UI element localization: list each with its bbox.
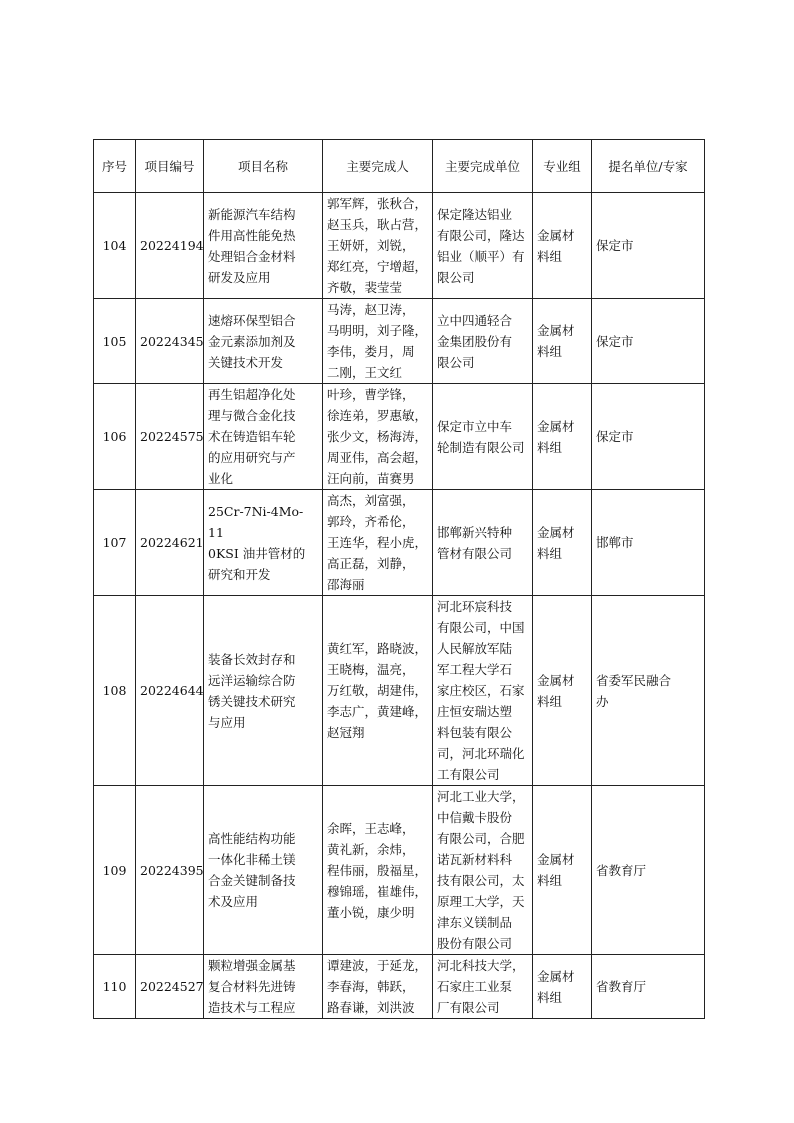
cell-line: 复合材料先进铸 [208, 979, 296, 994]
cell-line: 金属材 [537, 227, 575, 243]
cell-units [433, 490, 533, 596]
cell-line: 谭建波，于延龙， [327, 958, 428, 973]
cell-line: 邵海丽 [327, 577, 365, 592]
cell-line: 有限公司，合肥 [437, 831, 525, 846]
cell-line: 料组 [537, 248, 563, 264]
cell-line: 李伟，娄月，周 [327, 344, 415, 359]
cell-line: 0KSI 油井管材的 [208, 545, 306, 561]
cell-line: 黄红军，路晓波， [327, 641, 428, 656]
cell-line: 司，河北环瑞化 [437, 746, 525, 761]
cell-line: 万红敬，胡建伟， [327, 683, 428, 698]
cell-line: 郭军辉，张秋合， [327, 196, 428, 211]
cell-line: 金属材 [537, 323, 575, 338]
cell-line: 金属材 [537, 672, 575, 688]
cell-line: 高杰，刘富强， [327, 493, 415, 508]
cell-line: 再生铝超净化处 [208, 387, 296, 402]
cell-line: 造技术与工程应 [208, 1000, 296, 1015]
cell-line: 料组 [537, 873, 563, 888]
cell-code: 20224527 [136, 955, 204, 1019]
table-row [94, 384, 705, 490]
cell-group [533, 596, 592, 786]
header-group: 专业组 [533, 140, 592, 193]
cell-line: 金属材 [537, 968, 575, 984]
cell-line: 齐敬，裴莹莹 [327, 280, 403, 295]
cell-line: 料组 [537, 989, 563, 1005]
cell-line: 术在铸造铝车轮 [208, 429, 296, 444]
cell-group [533, 384, 592, 490]
cell-line: 张少文，杨海涛， [327, 429, 428, 444]
cell-line: 理与微合金化技 [208, 408, 296, 423]
cell-nominator [592, 490, 705, 596]
cell-line: 诺瓦新材料科 [437, 852, 513, 867]
cell-line: 与应用 [208, 714, 246, 730]
cell-line: 高正磊，刘静， [327, 556, 415, 571]
table-row [94, 955, 705, 1019]
cell-line: 李志广，黄建峰， [327, 704, 428, 719]
header-name: 项目名称 [204, 140, 323, 193]
cell-line: 合金关键制备技 [208, 873, 296, 888]
cell-line: 的应用研究与产 [208, 450, 296, 465]
cell-line: 二刚，王文红 [327, 365, 403, 380]
cell-nominator [592, 193, 705, 299]
cell-line: 有限公司，中国 [437, 620, 525, 635]
cell-line: 金元素添加剂及 [208, 333, 296, 349]
cell-line: 锈关键技术研究 [208, 693, 296, 709]
cell-nominator [592, 596, 705, 786]
cell-units [433, 955, 533, 1019]
cell-line: 董小锐，康少明 [327, 904, 415, 920]
cell-line: 限公司 [437, 269, 475, 285]
cell-line: 金属材 [537, 418, 575, 434]
cell-code: 20224621 [136, 490, 204, 596]
cell-line: 保定市 [596, 429, 634, 444]
cell-line: 厂有限公司 [437, 1000, 500, 1015]
cell-line: 王连华，程小虎， [327, 535, 428, 550]
cell-code: 20224345 [136, 299, 204, 384]
cell-line: 河北工业大学， [437, 789, 525, 804]
cell-line: 新能源汽车结构 [208, 206, 296, 222]
cell-group [533, 955, 592, 1019]
cell-line: 郭玲，齐希伦， [327, 514, 415, 529]
cell-people [323, 786, 433, 955]
cell-people [323, 955, 433, 1019]
cell-name [204, 193, 323, 299]
cell-nominator [592, 786, 705, 955]
cell-name [204, 384, 323, 490]
cell-line: 李春海，韩跃， [327, 979, 415, 994]
cell-line: 河北科技大学， [437, 958, 525, 973]
cell-line: 管材有限公司 [437, 545, 513, 561]
cell-line: 津东义镁制品 [437, 915, 513, 930]
cell-nominator [592, 955, 705, 1019]
cell-line: 徐连弟，罗惠敏， [327, 408, 428, 423]
cell-line: 王晓梅，温亮， [327, 662, 415, 677]
cell-line: 金集团股份有 [437, 333, 513, 349]
cell-line: 关键技术开发 [208, 354, 284, 370]
cell-line: 术及应用 [208, 894, 259, 909]
cell-line: 穆锦瑶，崔雄伟， [327, 883, 428, 899]
cell-name [204, 299, 323, 384]
cell-line: 周亚伟，高会超， [327, 450, 428, 465]
cell-line: 高性能结构功能 [208, 831, 296, 846]
cell-line: 保定市 [596, 238, 634, 253]
cell-people [323, 596, 433, 786]
cell-line: 路春谦，刘洪波 [327, 1000, 415, 1015]
cell-units [433, 193, 533, 299]
cell-line: 原理工大学，天 [437, 894, 525, 909]
cell-line: 赵冠翔 [327, 725, 365, 740]
cell-line: 马明明，刘子隆， [327, 323, 428, 338]
cell-line: 办 [596, 693, 609, 709]
cell-name [204, 786, 323, 955]
cell-line: 程伟丽，殷福星， [327, 862, 428, 878]
cell-name [204, 490, 323, 596]
cell-people [323, 299, 433, 384]
cell-group [533, 786, 592, 955]
header-code: 项目编号 [136, 140, 204, 193]
cell-line: 汪向前，苗赛男 [327, 471, 415, 486]
cell-line: 马涛，赵卫涛， [327, 302, 415, 317]
cell-line: 料包装有限公 [437, 725, 513, 740]
cell-line: 叶珍，曹学锋， [327, 387, 415, 402]
cell-line: 料组 [537, 545, 563, 561]
cell-units [433, 384, 533, 490]
cell-line: 人民解放军陆 [437, 641, 513, 656]
cell-units [433, 596, 533, 786]
header-people: 主要完成人 [323, 140, 433, 193]
cell-line: 颗粒增强金属基 [208, 958, 296, 973]
cell-line: 研究和开发 [208, 566, 271, 582]
cell-line: 工有限公司 [437, 767, 500, 782]
cell-nominator [592, 299, 705, 384]
cell-line: 余晖，王志峰， [327, 820, 415, 836]
cell-line: 金属材 [537, 852, 575, 867]
table-row [94, 490, 705, 596]
cell-code: 20224395 [136, 786, 204, 955]
table-row [94, 786, 705, 955]
cell-line: 速熔环保型铝合 [208, 312, 296, 328]
table-row [94, 193, 705, 299]
cell-line: 铝业（顺平）有 [437, 248, 525, 264]
table-row [94, 299, 705, 384]
cell-line: 河北环宸科技 [437, 599, 513, 614]
cell-line: 省委军民融合 [596, 672, 672, 688]
cell-units [433, 786, 533, 955]
cell-line: 邯郸市 [596, 535, 634, 550]
cell-line: 有限公司，隆达 [437, 227, 525, 243]
cell-line: 装备长效封存和 [208, 651, 296, 667]
cell-line: 25Cr-7Ni-4Mo-11 [208, 503, 304, 540]
cell-line: 限公司 [437, 354, 475, 370]
cell-no: 109 [94, 786, 136, 955]
cell-line: 郑红亮，宁增超， [327, 259, 428, 274]
cell-no: 107 [94, 490, 136, 596]
cell-line: 料组 [537, 439, 563, 455]
header-no: 序号 [94, 140, 136, 193]
cell-line: 保定市立中车 [437, 418, 513, 434]
cell-line: 王妍妍，刘锐， [327, 238, 415, 253]
cell-no: 110 [94, 955, 136, 1019]
cell-no: 105 [94, 299, 136, 384]
cell-group [533, 299, 592, 384]
cell-line: 黄礼新，余炜， [327, 841, 415, 857]
cell-line: 一体化非稀土镁 [208, 852, 296, 867]
table-header-row [94, 140, 705, 193]
cell-line: 股份有限公司 [437, 936, 513, 951]
cell-line: 件用高性能免热 [208, 227, 296, 243]
cell-line: 保定隆达铝业 [437, 206, 513, 222]
cell-line: 料组 [537, 693, 563, 709]
cell-name [204, 596, 323, 786]
cell-no: 104 [94, 193, 136, 299]
cell-line: 石家庄工业泵 [437, 979, 513, 994]
cell-code: 20224575 [136, 384, 204, 490]
cell-line: 立中四通轻合 [437, 312, 513, 328]
cell-line: 金属材 [537, 524, 575, 540]
cell-line: 远洋运输综合防 [208, 672, 296, 688]
cell-line: 省教育厅 [596, 979, 647, 994]
header-units: 主要完成单位 [433, 140, 533, 193]
cell-line: 处理铝合金材料 [208, 248, 296, 264]
cell-group [533, 490, 592, 596]
cell-line: 军工程大学石 [437, 662, 513, 677]
cell-line: 轮制造有限公司 [437, 439, 525, 455]
awards-table [93, 139, 705, 1019]
cell-line: 业化 [208, 471, 234, 486]
cell-line: 技有限公司，太 [437, 873, 525, 888]
cell-nominator [592, 384, 705, 490]
cell-line: 家庄校区，石家 [437, 683, 525, 698]
table-row [94, 596, 705, 786]
cell-no: 106 [94, 384, 136, 490]
cell-line: 赵玉兵，耿占营， [327, 217, 428, 232]
cell-people [323, 384, 433, 490]
cell-code: 20224644 [136, 596, 204, 786]
cell-line: 研发及应用 [208, 269, 271, 285]
cell-people [323, 490, 433, 596]
cell-line: 中信戴卡股份 [437, 810, 513, 825]
cell-line: 保定市 [596, 333, 634, 349]
header-nominator: 提名单位/专家 [592, 140, 705, 193]
cell-people [323, 193, 433, 299]
cell-line: 料组 [537, 344, 563, 359]
cell-units [433, 299, 533, 384]
cell-name [204, 955, 323, 1019]
cell-code: 20224194 [136, 193, 204, 299]
cell-line: 省教育厅 [596, 862, 647, 878]
table-body [94, 193, 705, 1019]
cell-line: 庄恒安瑞达塑 [437, 704, 513, 719]
cell-no: 108 [94, 596, 136, 786]
cell-line: 邯郸新兴特种 [437, 524, 513, 540]
cell-group [533, 193, 592, 299]
